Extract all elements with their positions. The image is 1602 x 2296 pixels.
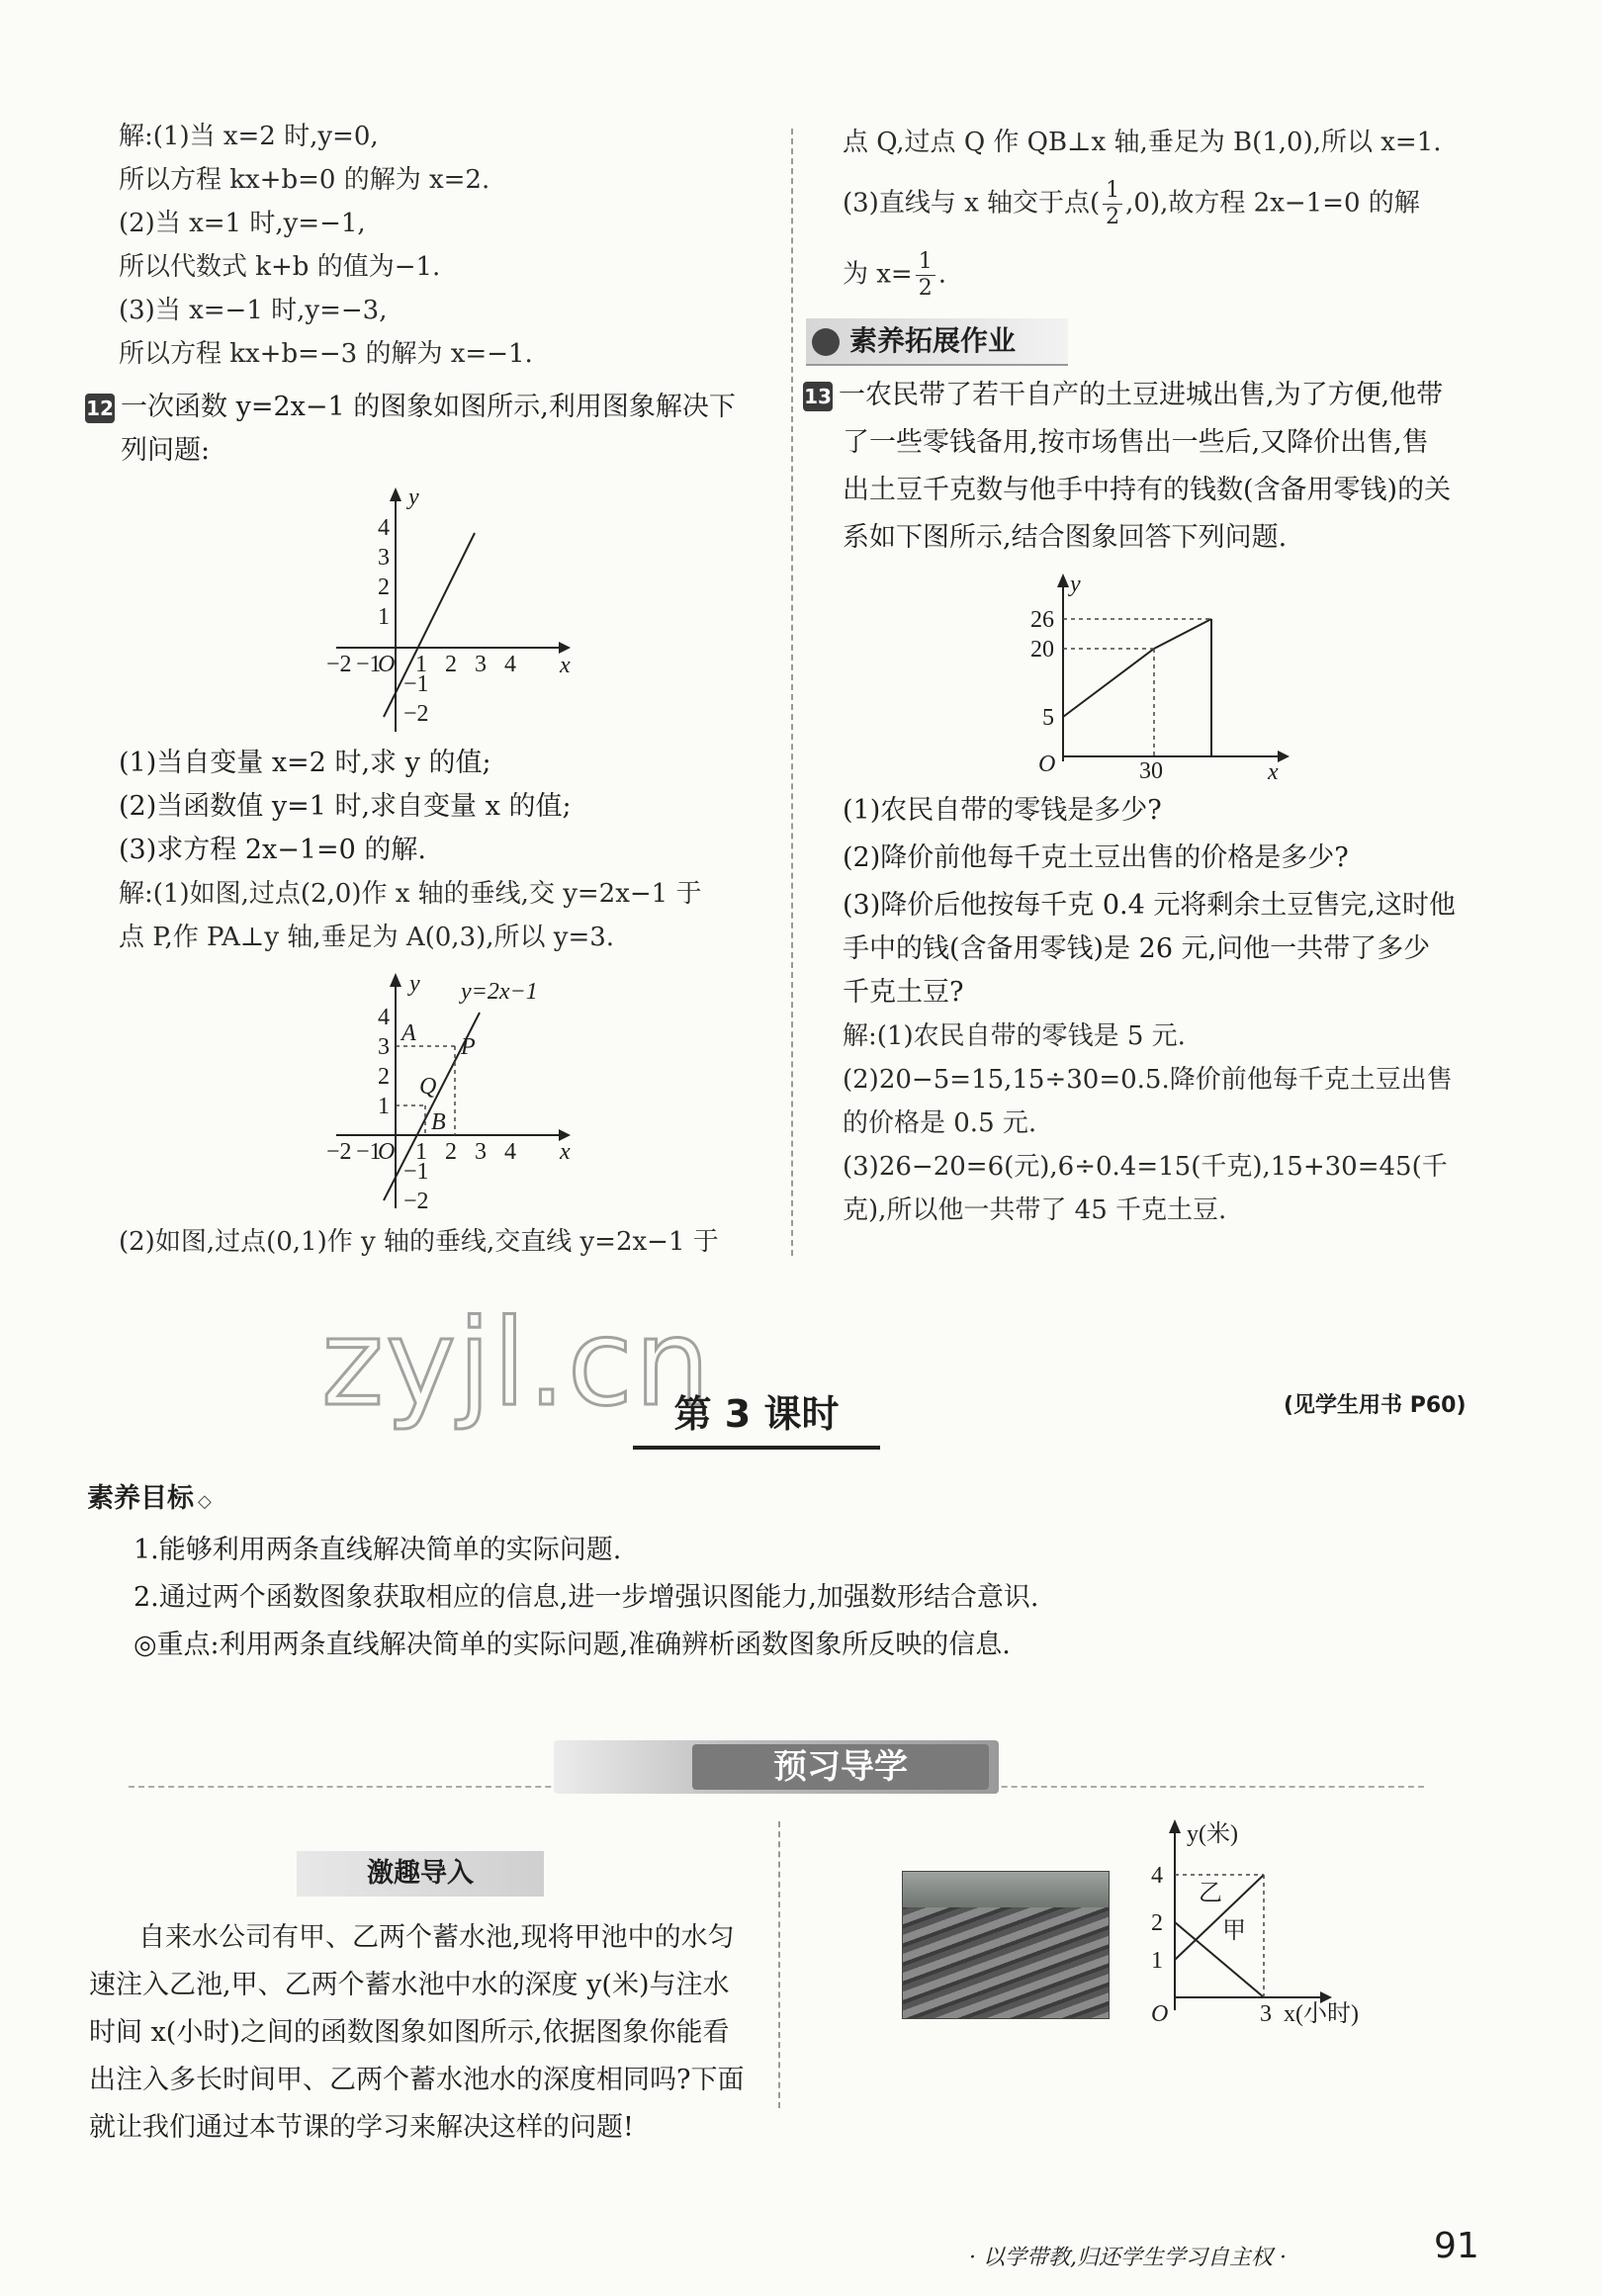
x-axis-label: x(小时) bbox=[1284, 2001, 1359, 2027]
solution-line: 解:(1)当 x=2 时,y=0, bbox=[119, 122, 379, 151]
y-tick: 1 bbox=[1151, 1948, 1163, 1974]
goals-title bbox=[87, 1479, 212, 1522]
y-tick: 20 bbox=[1030, 637, 1054, 662]
footer-motto: · 以学带教,归还学生学习自主权 · bbox=[969, 2246, 1287, 2270]
y-tick: 2 bbox=[1151, 1910, 1163, 1936]
origin-label: O bbox=[1151, 2001, 1169, 2027]
point-b-label: B bbox=[431, 1109, 446, 1135]
y-tick: 2 bbox=[378, 574, 390, 600]
solution-line: (3)当 x=−1 时,y=−3, bbox=[119, 296, 388, 325]
x-tick: 3 bbox=[1260, 2001, 1272, 2027]
key-point: ◎重点:利用两条直线解决简单的实际问题,准确辨析函数图象所反映的信息. bbox=[134, 1630, 1011, 1660]
intro-line: 自来水公司有甲、乙两个蓄水池,现将甲池中的水匀 bbox=[138, 1922, 735, 1953]
y-tick: −1 bbox=[403, 671, 429, 697]
solution-text: . bbox=[937, 259, 946, 290]
intro-line: 速注入乙池,甲、乙两个蓄水池中水的深度 y(米)与注水 bbox=[89, 1970, 730, 2000]
question-text: 一次函数 y=2x−1 的图象如图所示,利用图象解决下 bbox=[121, 392, 736, 422]
question-text: 列问题: bbox=[121, 435, 211, 466]
question-part: (1)当自变量 x=2 时,求 y 的值; bbox=[119, 748, 491, 778]
solution-line: (3)26−20=6(元),6÷0.4=15(千克),15+30=45(千 bbox=[843, 1152, 1448, 1182]
y-axis-label: y bbox=[408, 485, 419, 510]
lesson-title: 第 3 课时 bbox=[633, 1382, 880, 1450]
question-part: (3)降价后他按每千克 0.4 元将剩余土豆售完,这时他 bbox=[843, 890, 1456, 921]
arrow-icon bbox=[812, 328, 840, 356]
solution-line: 点 Q,过点 Q 作 QB⊥x 轴,垂足为 B(1,0),所以 x=1. bbox=[843, 128, 1442, 157]
x-tick: −1 bbox=[356, 1139, 382, 1165]
goals-title-text: 素养目标 bbox=[87, 1483, 194, 1514]
solution-line: 点 P,作 PA⊥y 轴,垂足为 A(0,3),所以 y=3. bbox=[119, 923, 615, 952]
y-axis-label: y bbox=[1070, 572, 1081, 597]
x-tick: 4 bbox=[504, 652, 516, 677]
y-tick: 5 bbox=[1042, 705, 1054, 731]
solution-line: 的价格是 0.5 元. bbox=[843, 1108, 1037, 1138]
y-axis-label: y(米) bbox=[1187, 1821, 1238, 1847]
y-tick: 26 bbox=[1030, 607, 1054, 633]
column-divider bbox=[778, 1821, 780, 2108]
origin-label: O bbox=[378, 1139, 396, 1165]
y-tick: −2 bbox=[403, 701, 429, 727]
question-text: 一农民带了若干自产的土豆进城出售,为了方便,他带 bbox=[839, 380, 1444, 410]
x-tick: 30 bbox=[1139, 758, 1163, 781]
question-text: 了一些零钱备用,按市场售出一些后,又降价出售,售 bbox=[843, 427, 1429, 458]
solution-line: (2)如图,过点(0,1)作 y 轴的垂线,交直线 y=2x−1 于 bbox=[119, 1227, 719, 1257]
x-tick: 2 bbox=[445, 652, 457, 677]
y-tick: 3 bbox=[378, 545, 390, 571]
goal-item: 2.通过两个函数图象获取相应的信息,进一步增强识图能力,加强数形结合意识. bbox=[134, 1582, 1039, 1613]
intro-line: 出注入多长时间甲、乙两个蓄水池水的深度相同吗?下面 bbox=[89, 2065, 745, 2095]
point-p-label: P bbox=[461, 1034, 476, 1060]
origin-label: O bbox=[378, 652, 396, 677]
solution-line: (2)当 x=1 时,y=−1, bbox=[119, 209, 366, 238]
graph-money-vs-kg bbox=[1019, 564, 1305, 781]
question-part: 千克土豆? bbox=[843, 977, 964, 1008]
intro-title: 激趣导入 bbox=[297, 1851, 544, 1897]
solution-text: ,0),故方程 2x−1=0 的解 bbox=[1125, 188, 1420, 219]
x-tick: −2 bbox=[326, 1139, 352, 1165]
preview-title: 预习导学 bbox=[692, 1744, 989, 1790]
y-tick: 4 bbox=[1151, 1863, 1163, 1889]
x-tick: 1 bbox=[415, 652, 427, 677]
column-divider bbox=[791, 129, 793, 1256]
solution-line bbox=[843, 249, 946, 302]
x-tick: 1 bbox=[415, 1139, 427, 1165]
solution-text: (3)直线与 x 轴交于点( bbox=[843, 188, 1101, 219]
solution-line: 解:(1)如图,过点(2,0)作 x 轴的垂线,交 y=2x−1 于 bbox=[119, 879, 702, 909]
solution-line: 所以代数式 k+b 的值为−1. bbox=[119, 252, 441, 282]
fraction-half bbox=[1103, 178, 1122, 230]
goal-item: 1.能够利用两条直线解决简单的实际问题. bbox=[134, 1535, 622, 1565]
x-tick: 3 bbox=[475, 1139, 487, 1165]
question-12 bbox=[85, 388, 736, 427]
intro-line: 时间 x(小时)之间的函数图象如图所示,依据图象你能看 bbox=[89, 2017, 730, 2048]
denominator: 2 bbox=[1106, 205, 1120, 229]
origin-label: O bbox=[1038, 751, 1056, 777]
y-tick: −1 bbox=[403, 1159, 429, 1185]
x-axis-label: x bbox=[560, 1139, 571, 1165]
solution-line: 所以方程 kx+b=−3 的解为 x=−1. bbox=[119, 339, 533, 369]
y-tick: 4 bbox=[378, 515, 390, 541]
diamond-icon: ◇ bbox=[198, 1491, 212, 1512]
point-q-label: Q bbox=[419, 1074, 437, 1100]
question-part: (2)当函数值 y=1 时,求自变量 x 的值; bbox=[119, 791, 572, 822]
y-tick: 3 bbox=[378, 1034, 390, 1060]
graph-y-2x-1-annotated bbox=[316, 971, 583, 1213]
solution-line: (2)20−5=15,15÷30=0.5.降价前他每千克土豆出售 bbox=[843, 1065, 1453, 1095]
reservoir-photo bbox=[902, 1871, 1110, 2019]
line-label: y=2x−1 bbox=[461, 979, 538, 1005]
question-text: 系如下图所示,结合图象回答下列问题. bbox=[843, 522, 1288, 553]
question-part: (2)降价前他每千克土豆出售的价格是多少? bbox=[843, 842, 1349, 873]
solution-line bbox=[843, 178, 1420, 230]
solution-line: 解:(1)农民自带的零钱是 5 元. bbox=[843, 1021, 1186, 1051]
student-book-reference: (见学生用书 P60) bbox=[1284, 1393, 1467, 1418]
x-tick: 3 bbox=[475, 652, 487, 677]
series-label-jia: 甲 bbox=[1222, 1918, 1246, 1944]
y-tick: 2 bbox=[378, 1064, 390, 1090]
watermark: zyjl.cn bbox=[321, 1295, 712, 1433]
x-tick: 4 bbox=[504, 1139, 516, 1165]
section-extension-homework bbox=[806, 318, 1068, 366]
section-title: 素养拓展作业 bbox=[849, 324, 1017, 357]
x-axis-label: x bbox=[560, 653, 571, 678]
graph-y-2x-1 bbox=[316, 480, 574, 742]
page-number: 91 bbox=[1434, 2226, 1479, 2266]
numerator: 1 bbox=[916, 249, 935, 276]
question-text: 出土豆千克数与他手中持有的钱数(含备用零钱)的关 bbox=[843, 475, 1452, 505]
point-a-label: A bbox=[401, 1020, 416, 1046]
x-tick: −1 bbox=[356, 652, 382, 677]
question-part: (1)农民自带的零钱是多少? bbox=[843, 795, 1162, 826]
denominator: 2 bbox=[918, 276, 933, 301]
numerator: 1 bbox=[1103, 178, 1122, 205]
x-axis-label: x bbox=[1268, 759, 1279, 781]
question-part: 手中的钱(含备用零钱)是 26 元,问他一共带了多少 bbox=[843, 933, 1431, 964]
y-tick: 4 bbox=[378, 1005, 390, 1030]
solution-line: 克),所以他一共带了 45 千克土豆. bbox=[843, 1195, 1227, 1225]
fraction-half bbox=[916, 249, 935, 302]
question-13 bbox=[803, 376, 1443, 415]
intro-line: 就让我们通过本节课的学习来解决这样的问题! bbox=[89, 2112, 634, 2143]
y-tick: 1 bbox=[378, 1094, 390, 1119]
solution-line: 所以方程 kx+b=0 的解为 x=2. bbox=[119, 165, 490, 195]
question-number: 12 bbox=[85, 394, 115, 423]
x-tick: 2 bbox=[445, 1139, 457, 1165]
y-axis-label: y bbox=[409, 971, 420, 997]
solution-text: 为 x= bbox=[843, 259, 913, 290]
graph-water-depth bbox=[1137, 1817, 1384, 2030]
question-number: 13 bbox=[803, 382, 833, 411]
y-tick: −2 bbox=[403, 1189, 429, 1213]
question-part: (3)求方程 2x−1=0 的解. bbox=[119, 835, 427, 865]
x-tick: −2 bbox=[326, 652, 352, 677]
y-tick: 1 bbox=[378, 604, 390, 630]
series-label-yi: 乙 bbox=[1199, 1881, 1222, 1906]
